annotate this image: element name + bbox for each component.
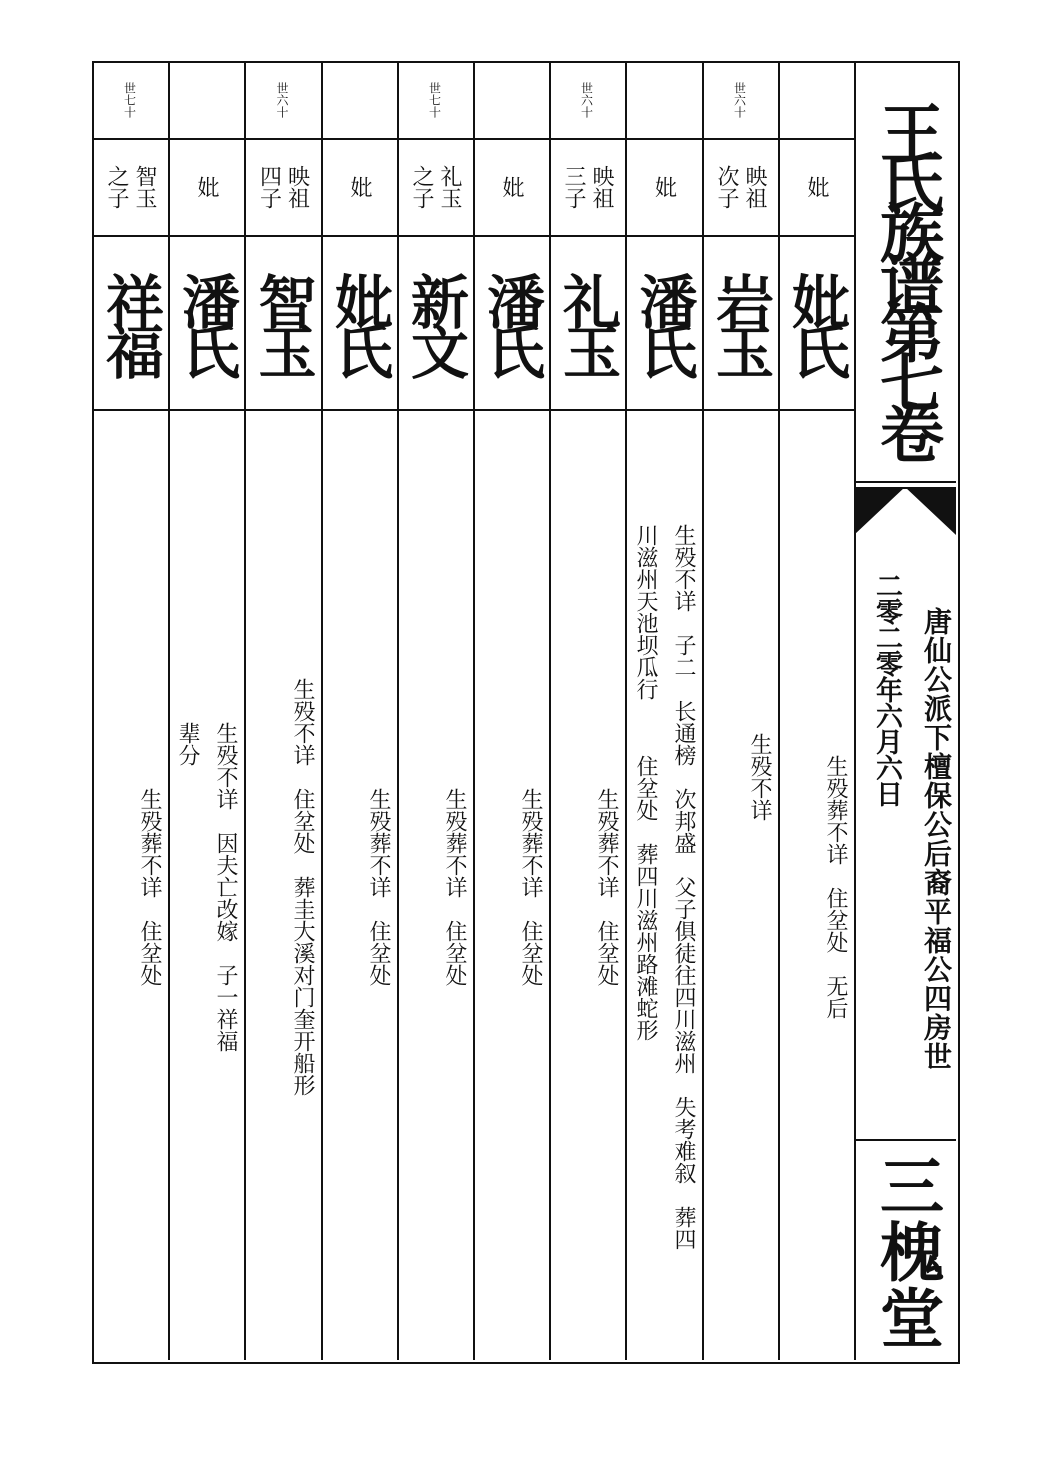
generation-label [321, 61, 397, 138]
person-name: 礼玉 [553, 272, 621, 372]
biography-text: 生殁不详 住坌处 葬圭大溪对门奎开船形 [290, 678, 315, 1096]
book-title: 王氏族谱第七卷 [869, 100, 944, 450]
biography-text: 生殁葬不详 住坌处 [442, 788, 467, 986]
person-name: 潘氏 [172, 272, 240, 372]
person-name: 新文 [401, 272, 469, 372]
header-rule [854, 61, 856, 1360]
person-name: 潘氏 [629, 272, 698, 372]
generation-label: 世六十 [275, 81, 289, 118]
genealogy-page [92, 61, 958, 1362]
generation-label: 世六十 [579, 81, 594, 118]
generation-label [168, 61, 244, 138]
relation-label: 妣 [651, 175, 677, 198]
person-name: 妣氏 [325, 272, 393, 372]
person-name: 岩玉 [706, 272, 774, 372]
relation-label: 妣 [194, 175, 219, 198]
relation-label: 妣 [804, 175, 829, 198]
generation-label [625, 61, 702, 138]
relation-label: 妣 [347, 175, 372, 198]
generation-label: 世六十 [732, 81, 747, 118]
relation-label: 映祖 四子 [256, 164, 310, 209]
biography-text: 生殁葬不详 住坌处 [594, 788, 619, 986]
biography-text: 生殁葬不详 住坌处 [137, 788, 162, 986]
relation-label: 映祖 三子 [561, 164, 614, 209]
hall-name: 三槐堂 [869, 1153, 944, 1351]
person-name: 妣氏 [782, 272, 850, 372]
generation-label: 世七十 [427, 81, 442, 118]
generation-label: 世七十 [122, 81, 137, 118]
generation-label [473, 61, 549, 138]
date-text: 二零二零年六月六日 [871, 572, 902, 806]
relation-label: 映祖 次子 [714, 164, 767, 209]
biography-text: 生殁葬不详 住坌处 [366, 788, 391, 986]
person-name: 祥福 [96, 272, 164, 372]
biography-text: 生殁不详 子二 长通榜 次邦盛 父子俱徒往四川滋州 失考难叙 葬四 川滋州天池坝瓜行 [633, 524, 696, 1250]
relation-label: 礼玉 之子 [409, 164, 462, 209]
biography-text: 生殁不详 住坌处 葬四川滋州路滩蛇形 [633, 733, 772, 1041]
lineage-text: 唐仙公派下檀保公后裔平福公四房世 [920, 607, 953, 1071]
biography-text: 生殁葬不详 住坌处 [518, 788, 543, 986]
biography-text: 生殁葬不详 住坌处 无后 [823, 755, 848, 1019]
title-divider [854, 481, 956, 483]
relation-label: 智玉 之子 [104, 164, 157, 209]
generation-label [778, 61, 854, 138]
person-name: 潘氏 [477, 272, 545, 372]
relation-label: 妣 [499, 175, 524, 198]
person-name: 智玉 [248, 272, 317, 372]
biography-text: 生殁不详 因夫亡改嫁 子一祥福 辈分 [175, 722, 238, 1052]
hall-divider [854, 1139, 956, 1141]
ornament-triangle [854, 487, 956, 541]
